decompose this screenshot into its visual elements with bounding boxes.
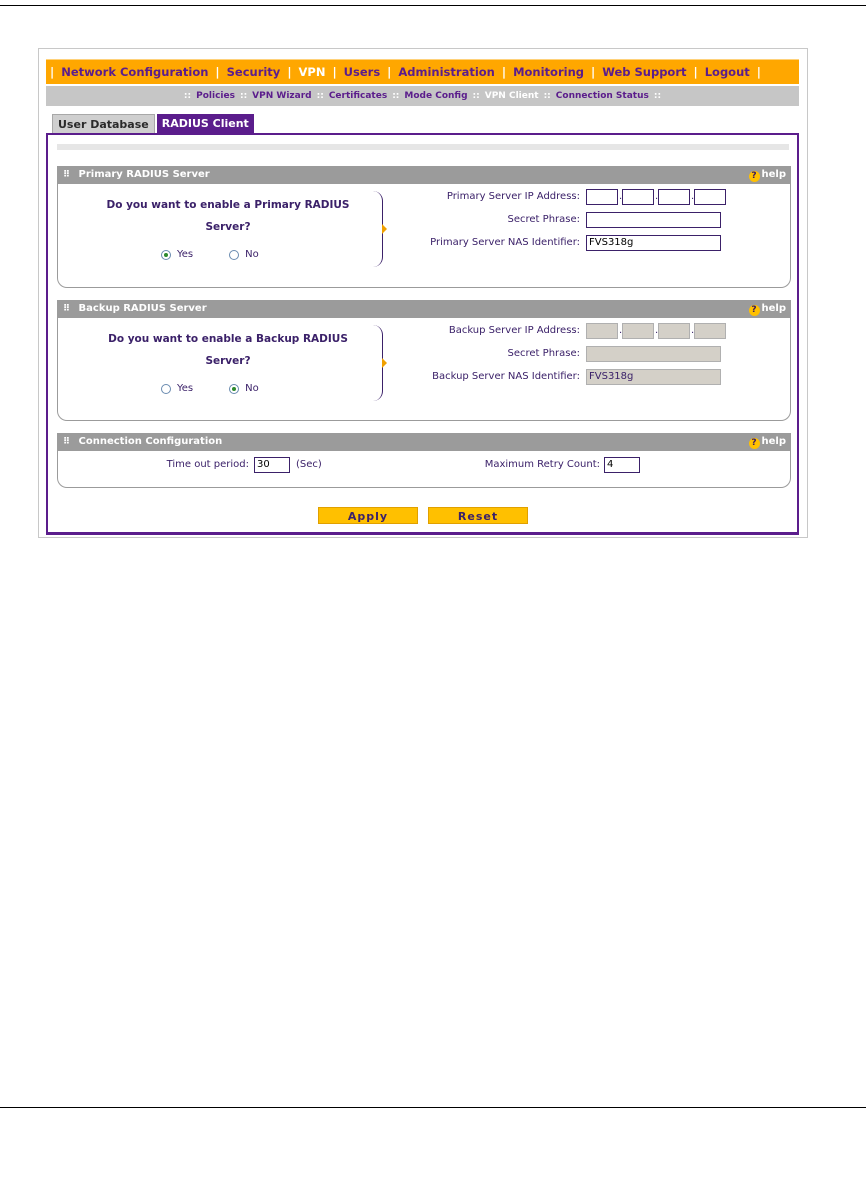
backup-section-body — [57, 318, 791, 421]
backup-question-line2: Server? — [205, 355, 251, 367]
subnav-separator: :: — [183, 91, 192, 101]
help-icon: ? — [749, 305, 760, 316]
primary-no-option[interactable] — [229, 249, 259, 260]
nav-vpn[interactable]: VPN — [298, 65, 326, 79]
subnav-connection-status[interactable]: Connection Status — [555, 91, 649, 101]
timeout-unit: (Sec) — [296, 459, 322, 470]
ip-dot: . — [691, 325, 695, 336]
nav-separator: | — [590, 65, 596, 79]
backup-secret-label: Secret Phrase: — [507, 348, 580, 359]
page-bottom-rule — [0, 1107, 866, 1108]
nav-separator: | — [387, 65, 392, 79]
help-label: help — [761, 436, 786, 447]
backup-no-radio[interactable] — [229, 384, 239, 394]
connection-section-title: Connection Configuration — [78, 436, 223, 447]
primary-section-body — [57, 184, 791, 288]
backup-help-link[interactable] — [749, 300, 787, 318]
backup-section-title: Backup RADIUS Server — [78, 303, 207, 314]
message-strip — [57, 144, 789, 150]
ip-dot: . — [655, 325, 659, 336]
nav-separator: | — [756, 65, 761, 79]
primary-yes-option[interactable] — [161, 249, 193, 260]
retry-label: Maximum Retry Count: — [484, 459, 600, 470]
backup-ip-label: Backup Server IP Address: — [448, 325, 580, 336]
backup-nas-label: Backup Server NAS Identifier: — [432, 371, 580, 382]
backup-secret-input[interactable] — [586, 346, 721, 362]
primary-no-label: No — [245, 249, 259, 260]
tab-bar — [52, 114, 256, 133]
nav-separator: | — [332, 65, 337, 79]
tab-radius-client[interactable]: RADIUS Client — [157, 114, 254, 133]
connection-help-link[interactable] — [749, 433, 787, 451]
primary-nas-input[interactable]: FVS318g — [586, 235, 721, 251]
backup-ip-octet-4[interactable] — [694, 323, 726, 339]
subnav-separator: :: — [472, 91, 480, 101]
backup-enable-radios — [161, 383, 259, 394]
primary-yes-label: Yes — [177, 249, 194, 260]
primary-ip-octet-2[interactable] — [622, 189, 654, 205]
screenshot-frame — [38, 48, 808, 538]
primary-secret-label: Secret Phrase: — [507, 214, 580, 225]
help-label: help — [761, 303, 786, 314]
grip-icon: ⠿ — [63, 304, 70, 314]
connection-section-header — [57, 433, 791, 451]
subnav-vpn-client[interactable]: VPN Client — [484, 91, 539, 101]
nav-separator: | — [215, 65, 220, 79]
timeout-label: Time out period: — [166, 459, 249, 470]
radius-client-panel — [46, 133, 799, 535]
ip-dot: . — [619, 325, 623, 336]
primary-ip-octet-3[interactable] — [658, 189, 690, 205]
nav-monitoring[interactable]: Monitoring — [513, 65, 584, 79]
page-top-rule — [0, 5, 866, 6]
primary-question-line2: Server? — [205, 221, 251, 233]
reset-button[interactable]: Reset — [428, 507, 528, 524]
primary-nas-label: Primary Server NAS Identifier: — [430, 237, 580, 248]
primary-yes-radio[interactable] — [161, 250, 171, 260]
subnav-separator: :: — [653, 91, 662, 101]
backup-ip-octet-2[interactable] — [622, 323, 654, 339]
top-nav — [46, 59, 799, 84]
primary-no-radio[interactable] — [229, 250, 239, 260]
grip-icon: ⠿ — [63, 170, 70, 180]
backup-section-header — [57, 300, 791, 318]
timeout-input[interactable]: 30 — [254, 457, 290, 473]
chevron-right-icon — [382, 224, 387, 234]
backup-no-option[interactable] — [229, 383, 259, 394]
subnav-separator: :: — [392, 91, 400, 101]
grip-icon: ⠿ — [63, 437, 70, 447]
tab-user-database[interactable]: User Database — [52, 114, 155, 133]
backup-ip-octet-1[interactable] — [586, 323, 618, 339]
subnav-separator: :: — [543, 91, 551, 101]
backup-nas-input[interactable]: FVS318g — [586, 369, 721, 385]
subnav-policies[interactable]: Policies — [196, 91, 235, 101]
nav-logout[interactable]: Logout — [704, 65, 750, 79]
primary-help-link[interactable] — [749, 166, 787, 184]
backup-yes-label: Yes — [177, 383, 194, 394]
help-label: help — [761, 169, 786, 180]
nav-separator: | — [693, 65, 698, 79]
backup-yes-option[interactable] — [161, 383, 193, 394]
retry-input[interactable]: 4 — [604, 457, 640, 473]
subnav-separator: :: — [239, 91, 248, 101]
connection-section-body — [57, 451, 791, 488]
nav-separator: | — [287, 65, 292, 79]
nav-security[interactable]: Security — [226, 65, 281, 79]
nav-separator: | — [501, 65, 507, 79]
ip-dot: . — [691, 191, 695, 202]
help-icon: ? — [749, 171, 760, 182]
subnav-separator: :: — [316, 91, 324, 101]
primary-secret-input[interactable] — [586, 212, 721, 228]
apply-button[interactable]: Apply — [318, 507, 418, 524]
help-icon: ? — [749, 438, 760, 449]
primary-enable-radios — [161, 249, 259, 260]
nav-web-support[interactable]: Web Support — [602, 65, 687, 79]
primary-enable-question — [98, 194, 358, 238]
sub-nav — [46, 86, 799, 106]
backup-question-line1: Do you want to enable a Backup RADIUS — [108, 333, 348, 345]
primary-section-header — [57, 166, 791, 184]
nav-administration[interactable]: Administration — [398, 65, 495, 79]
nav-network-configuration[interactable]: Network Configuration — [61, 65, 209, 79]
primary-ip-octet-1[interactable] — [586, 189, 618, 205]
backup-ip-octet-3[interactable] — [658, 323, 690, 339]
primary-ip-label: Primary Server IP Address: — [446, 191, 580, 202]
primary-ip-octet-4[interactable] — [694, 189, 726, 205]
backup-no-label: No — [245, 383, 259, 394]
subnav-mode-config[interactable]: Mode Config — [404, 91, 468, 101]
ip-dot: . — [619, 191, 623, 202]
primary-question-line1: Do you want to enable a Primary RADIUS — [106, 199, 350, 211]
nav-users[interactable]: Users — [343, 65, 381, 79]
subnav-certificates[interactable]: Certificates — [328, 91, 388, 101]
subnav-vpn-wizard[interactable]: VPN Wizard — [252, 91, 312, 101]
backup-enable-question — [98, 328, 358, 372]
chevron-right-icon — [382, 358, 387, 368]
primary-section-title: Primary RADIUS Server — [78, 169, 210, 180]
ip-dot: . — [655, 191, 659, 202]
nav-separator: | — [50, 65, 55, 79]
backup-yes-radio[interactable] — [161, 384, 171, 394]
